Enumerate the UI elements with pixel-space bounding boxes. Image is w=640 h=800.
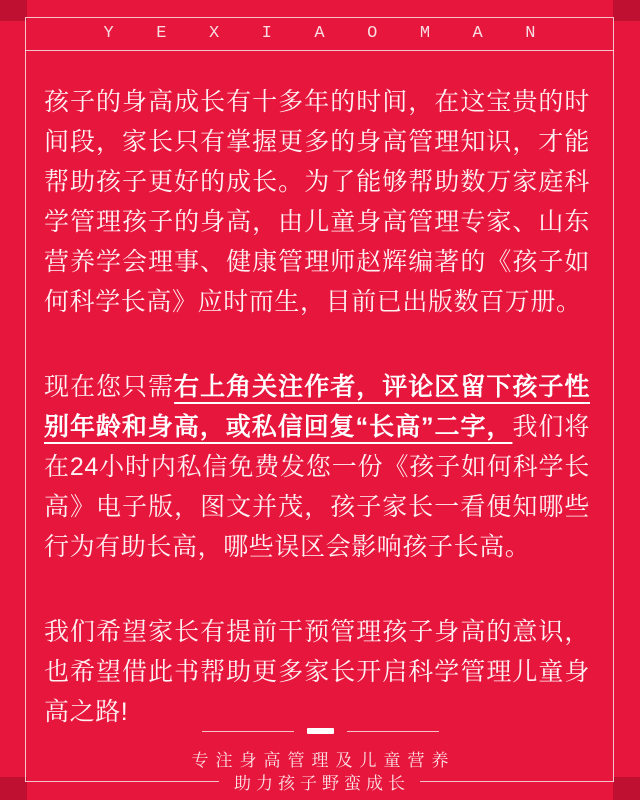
paragraph <box>44 612 590 732</box>
tagline-primary <box>0 746 640 771</box>
corner-badge-top-left <box>0 0 27 21</box>
corner-badge-bottom-right <box>613 777 640 800</box>
corner-badge-bottom-left <box>0 777 27 800</box>
divider-dash <box>307 728 334 734</box>
text-segment: 我们将在24小时内私信免费发您一份《孩子如何科学长高》电子版，图文并茂，孩子家长一看便知哪些行为有助长高，哪些误区会影响孩子长高。 <box>44 413 590 561</box>
brand-name <box>104 24 536 43</box>
brand-letter: A <box>314 24 325 43</box>
brand-letter: N <box>525 24 536 43</box>
brand-letter: Y <box>103 24 114 43</box>
brand-letter: A <box>472 24 483 43</box>
highlighted-instruction: 右上角关注作者，评论区留下孩子性别年龄和身高，或私信回复“长高”二字， <box>44 373 590 441</box>
brand-letter: E <box>156 24 167 43</box>
divider-rule-left <box>202 731 294 732</box>
paragraph <box>44 367 590 567</box>
bottom-frame-row <box>25 771 614 792</box>
divider-rule-right <box>347 731 439 732</box>
tagline-primary-text: 专注身高管理及儿童营养 <box>191 751 456 770</box>
brand-letter: M <box>419 24 431 43</box>
brand-letter: I <box>261 24 272 43</box>
brand-letter: O <box>367 24 378 43</box>
brand-letter: X <box>208 24 220 43</box>
footer-divider <box>0 727 640 735</box>
header-band <box>25 17 614 51</box>
body-text <box>44 82 590 732</box>
corner-badge-top-right <box>613 0 640 21</box>
tagline-secondary: 助力孩子野蛮成长 <box>234 774 410 793</box>
text-segment: 孩子的身高成长有十多年的时间，在这宝贵的时间段，家长只有掌握更多的身高管理知识，才能帮助孩子更好的成长。为了能够帮助数万家庭科学管理孩子的身高，由儿童身高管理专家、山东营养学会理事、健康管理师赵辉编著的《孩子如何科学长高》应时而生，目前已出版数百万册。 <box>44 88 590 316</box>
text-segment: 现在您只需 <box>44 373 175 401</box>
paragraph <box>44 82 590 322</box>
bottom-rule-right <box>420 781 614 782</box>
text-segment: 我们希望家长有提前干预管理孩子身高的意识，也希望借此书帮助更多家长开启科学管理儿童身高之路! <box>44 618 590 726</box>
bottom-rule-left <box>25 781 219 782</box>
